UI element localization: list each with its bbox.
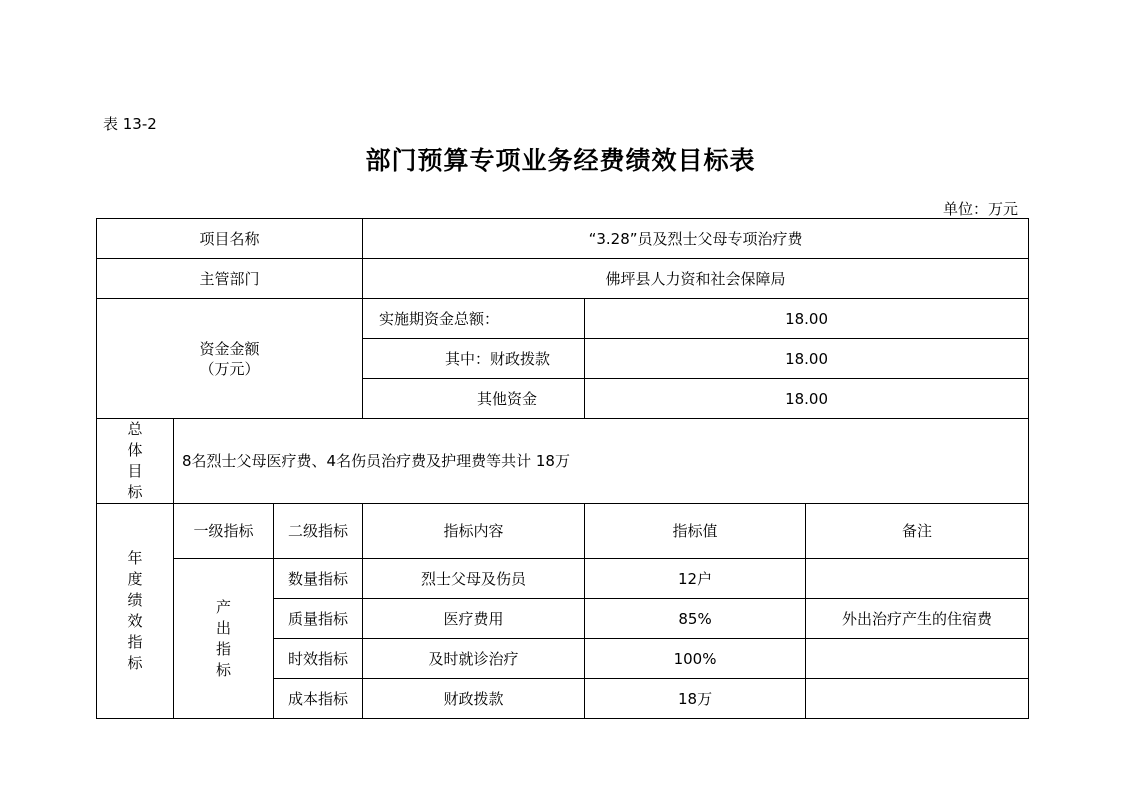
annual-header-row xyxy=(97,504,1029,559)
header-content: 指标内容 xyxy=(363,504,585,559)
overall-label-char: 体 xyxy=(127,441,143,459)
overall-target-label xyxy=(97,419,174,504)
row-note: 外出治疗产生的住宿费 xyxy=(806,599,1029,639)
annual-label-char: 标 xyxy=(127,654,143,672)
header-level1: 一级指标 xyxy=(174,504,274,559)
row-level2: 质量指标 xyxy=(274,599,363,639)
annual-label-char: 绩 xyxy=(127,591,143,609)
overall-label-char: 目 xyxy=(127,462,143,480)
funds-fiscal-label: 其中：财政拨款 xyxy=(363,339,585,379)
funds-label-line2: （万元） xyxy=(199,359,260,378)
row-note xyxy=(806,639,1029,679)
header-value: 指标值 xyxy=(585,504,806,559)
annual-target-label xyxy=(97,504,174,719)
funds-label-line1: 资金金额 xyxy=(199,339,260,358)
row-note xyxy=(806,559,1029,599)
department-label: 主管部门 xyxy=(97,259,363,299)
row-content: 烈士父母及伤员 xyxy=(363,559,585,599)
header-note: 备注 xyxy=(806,504,1029,559)
row-level2: 时效指标 xyxy=(274,639,363,679)
row-content: 医疗费用 xyxy=(363,599,585,639)
page-title: 部门预算专项业务经费绩效目标表 xyxy=(365,146,756,175)
header-level2: 二级指标 xyxy=(274,504,363,559)
row-level2: 成本指标 xyxy=(274,679,363,719)
row-note xyxy=(806,679,1029,719)
annual-label-char: 度 xyxy=(127,570,143,588)
funds-other-value: 18.00 xyxy=(585,379,1029,419)
row-content: 财政拨款 xyxy=(363,679,585,719)
funds-other-label: 其他资金 xyxy=(363,379,585,419)
unit-label: 单位：万元 xyxy=(942,200,1018,218)
annual-label-char: 指 xyxy=(127,633,143,651)
department-row xyxy=(97,259,1029,299)
output-label-char: 产 xyxy=(215,597,231,616)
table-row xyxy=(97,559,1029,599)
funds-total-value: 18.00 xyxy=(585,299,1029,339)
row-value: 18万 xyxy=(585,679,806,719)
output-label-char: 标 xyxy=(215,660,231,679)
row-value: 12户 xyxy=(585,559,806,599)
row-content: 及时就诊治疗 xyxy=(363,639,585,679)
funds-total-label: 实施期资金总额： xyxy=(363,299,585,339)
funds-row xyxy=(97,299,1029,339)
row-level2: 数量指标 xyxy=(274,559,363,599)
row-value: 85% xyxy=(585,599,806,639)
annual-label-char: 年 xyxy=(127,549,143,567)
output-label-char: 指 xyxy=(215,639,231,658)
output-label-char: 出 xyxy=(215,618,231,637)
overall-label-char: 总 xyxy=(127,420,143,438)
project-name-row xyxy=(97,219,1029,259)
department-value: 佛坪县人力资和社会保障局 xyxy=(363,259,1029,299)
row-value: 100% xyxy=(585,639,806,679)
table-number: 表 13-2 xyxy=(103,115,157,133)
output-indicator-label xyxy=(174,559,274,719)
overall-label-char: 标 xyxy=(127,483,143,501)
performance-target-table xyxy=(96,218,1029,719)
project-name-label: 项目名称 xyxy=(97,219,363,259)
overall-target-row xyxy=(97,419,1029,504)
overall-target-content: 8名烈士父母医疗费、4名伤员治疗费及护理费等共计 18万 xyxy=(174,419,1029,504)
project-name-value: “3.28”员及烈士父母专项治疗费 xyxy=(363,219,1029,259)
annual-label-char: 效 xyxy=(127,612,143,630)
funds-label xyxy=(97,299,363,419)
funds-fiscal-value: 18.00 xyxy=(585,339,1029,379)
